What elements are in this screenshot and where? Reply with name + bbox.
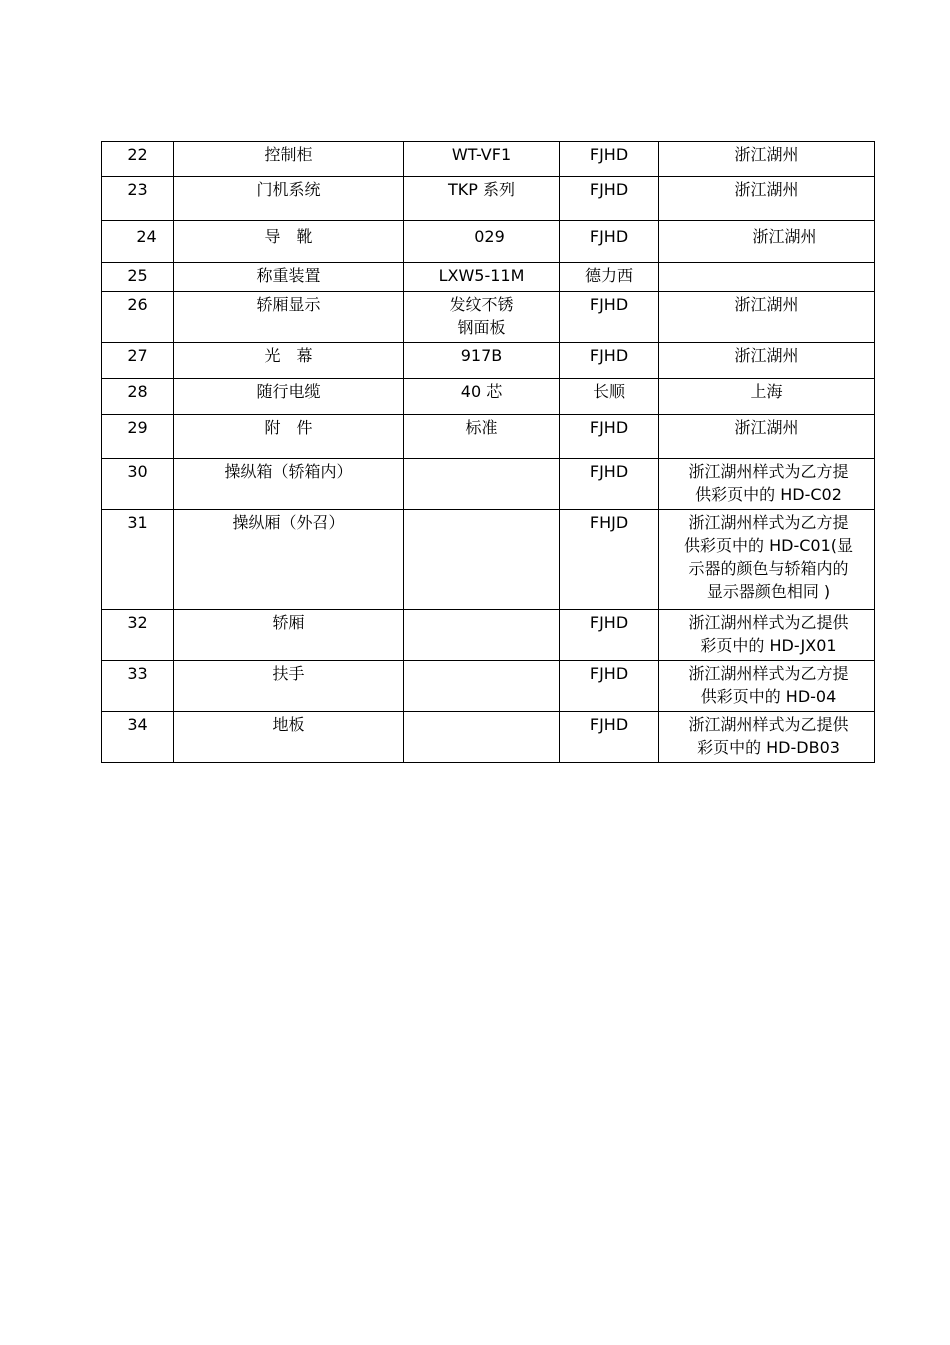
cell-no: 27	[102, 343, 174, 379]
cell-name: 轿厢显示	[174, 292, 404, 343]
origin-line: 浙江湖州	[734, 418, 799, 437]
cell-maker: 德力西	[560, 263, 659, 292]
origin-line: 浙江湖州	[734, 180, 799, 199]
cell-model: 发纹不锈钢面板	[404, 292, 560, 343]
cell-model	[404, 510, 560, 610]
table-row	[102, 343, 875, 379]
cell-name: 导 靴	[174, 221, 404, 263]
cell-origin	[659, 177, 875, 221]
cell-maker: FJHD	[560, 142, 659, 177]
origin-line: 上海	[750, 382, 783, 401]
cell-no: 32	[102, 610, 174, 661]
cell-name: 操纵箱（轿箱内）	[174, 459, 404, 510]
table-row	[102, 610, 875, 661]
origin-line: 浙江湖州样式为乙方提	[688, 462, 849, 481]
cell-model: TKP 系列	[404, 177, 560, 221]
cell-name: 光 幕	[174, 343, 404, 379]
table-row	[102, 661, 875, 712]
cell-maker: FJHD	[560, 712, 659, 763]
table-row	[102, 459, 875, 510]
origin-line: 供彩页中的 HD-C01(显	[684, 536, 853, 555]
table-row	[102, 221, 875, 263]
cell-maker: FJHD	[560, 415, 659, 459]
cell-origin	[659, 221, 875, 263]
cell-maker: FJHD	[560, 610, 659, 661]
cell-model: 917B	[404, 343, 560, 379]
cell-no: 31	[102, 510, 174, 610]
origin-line: 显示器颜色相同 )	[706, 582, 831, 601]
origin-line: 浙江湖州样式为乙提供	[688, 715, 849, 734]
cell-model	[404, 610, 560, 661]
table-row	[102, 712, 875, 763]
cell-name: 附 件	[174, 415, 404, 459]
cell-model: LXW5-11M	[404, 263, 560, 292]
cell-model	[404, 712, 560, 763]
table-row	[102, 415, 875, 459]
cell-name: 门机系统	[174, 177, 404, 221]
cell-no: 28	[102, 379, 174, 415]
cell-model: 40 芯	[404, 379, 560, 415]
cell-no: 29	[102, 415, 174, 459]
origin-line: 供彩页中的 HD-C02	[695, 485, 842, 504]
cell-maker: FJHD	[560, 221, 659, 263]
origin-line: 浙江湖州	[734, 145, 799, 164]
cell-model	[404, 661, 560, 712]
cell-origin	[659, 142, 875, 177]
origin-line: 供彩页中的 HD-04	[700, 687, 837, 706]
cell-origin	[659, 610, 875, 661]
cell-origin	[659, 459, 875, 510]
cell-no: 23	[102, 177, 174, 221]
origin-line: 彩页中的 HD-DB03	[697, 738, 840, 757]
cell-origin	[659, 712, 875, 763]
cell-model: 029	[404, 221, 560, 263]
cell-origin	[659, 292, 875, 343]
cell-origin	[659, 510, 875, 610]
cell-maker: FJHD	[560, 343, 659, 379]
cell-no: 26	[102, 292, 174, 343]
spec-table-container	[101, 141, 874, 763]
cell-no: 34	[102, 712, 174, 763]
cell-name: 随行电缆	[174, 379, 404, 415]
cell-name: 操纵厢（外召）	[174, 510, 404, 610]
cell-no: 24	[102, 221, 174, 263]
cell-maker: 长顺	[560, 379, 659, 415]
origin-line: 彩页中的 HD-JX01	[700, 636, 837, 655]
cell-no: 30	[102, 459, 174, 510]
cell-name: 扶手	[174, 661, 404, 712]
origin-line: 浙江湖州样式为乙提供	[688, 613, 849, 632]
cell-name: 称重装置	[174, 263, 404, 292]
cell-name: 轿厢	[174, 610, 404, 661]
cell-no: 33	[102, 661, 174, 712]
cell-maker: FJHD	[560, 177, 659, 221]
origin-line: 浙江湖州样式为乙方提	[688, 664, 849, 683]
origin-line: 示器的颜色与轿箱内的	[688, 559, 849, 578]
cell-maker: FJHD	[560, 661, 659, 712]
table-row	[102, 142, 875, 177]
cell-model: WT-VF1	[404, 142, 560, 177]
cell-name: 控制柜	[174, 142, 404, 177]
cell-no: 22	[102, 142, 174, 177]
cell-model	[404, 459, 560, 510]
table-row	[102, 292, 875, 343]
cell-maker: FJHD	[560, 292, 659, 343]
cell-origin	[659, 343, 875, 379]
origin-line: 浙江湖州	[752, 227, 817, 246]
table-row	[102, 510, 875, 610]
origin-line: 浙江湖州	[734, 295, 799, 314]
cell-origin	[659, 415, 875, 459]
cell-origin	[659, 661, 875, 712]
cell-maker: FJHD	[560, 459, 659, 510]
cell-origin	[659, 379, 875, 415]
cell-maker: FHJD	[560, 510, 659, 610]
origin-line: 浙江湖州	[734, 346, 799, 365]
cell-origin	[659, 263, 875, 292]
cell-no: 25	[102, 263, 174, 292]
table-row	[102, 177, 875, 221]
equipment-spec-table	[101, 141, 875, 763]
table-row	[102, 379, 875, 415]
table-row	[102, 263, 875, 292]
cell-name: 地板	[174, 712, 404, 763]
cell-model: 标准	[404, 415, 560, 459]
origin-line: 浙江湖州样式为乙方提	[688, 513, 849, 532]
